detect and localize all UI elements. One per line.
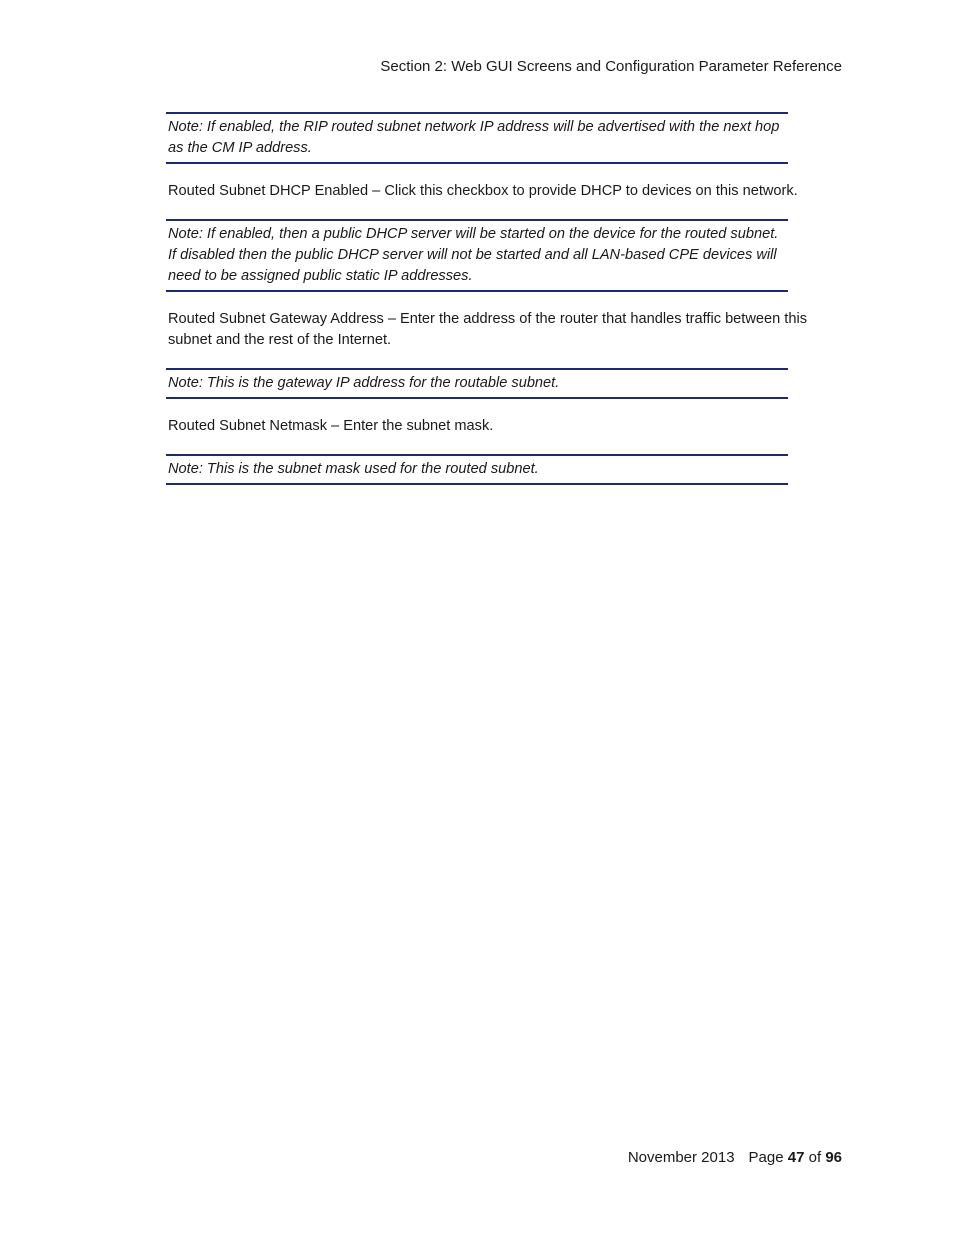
note-rip-advertisement — [166, 112, 788, 164]
note-text: Note: If enabled, the RIP routed subnet network IP address will be advertised with the next hop as the CM IP address. — [168, 119, 780, 156]
note-subnet-mask — [166, 454, 788, 485]
param-routed-subnet-dhcp-enabled: Routed Subnet DHCP Enabled – Click this checkbox to provide DHCP to devices on this network. — [168, 183, 798, 199]
footer-total-pages: 96 — [825, 1149, 842, 1166]
footer-page-number: 47 — [787, 1149, 805, 1166]
footer-date: November 2013 — [627, 1149, 735, 1166]
note-public-dhcp-server — [166, 219, 788, 292]
page-footer — [628, 1148, 842, 1168]
param-routed-subnet-netmask: Routed Subnet Netmask – Enter the subnet mask. — [168, 418, 494, 434]
note-text: Note: This is the subnet mask used for the routed subnet. — [168, 461, 539, 477]
note-gateway-ip — [166, 368, 788, 399]
footer-page-label: Page — [748, 1149, 784, 1166]
param-routed-subnet-gateway-address: Routed Subnet Gateway Address – Enter the address of the router that handles traffic between this subnet and the rest of the Internet. — [168, 311, 808, 348]
page-content — [166, 112, 846, 485]
page-header: Section 2: Web GUI Screens and Configuration Parameter Reference — [380, 58, 842, 75]
note-text: Note: If enabled, then a public DHCP server will be started on the device for the routed subnet. If disabled then the public DHCP server will not be started and all LAN-based CPE devices will need to be assigned public static IP addresses. — [168, 226, 779, 284]
note-text: Note: This is the gateway IP address for the routable subnet. — [168, 375, 560, 391]
footer-of-label: of — [808, 1149, 822, 1166]
